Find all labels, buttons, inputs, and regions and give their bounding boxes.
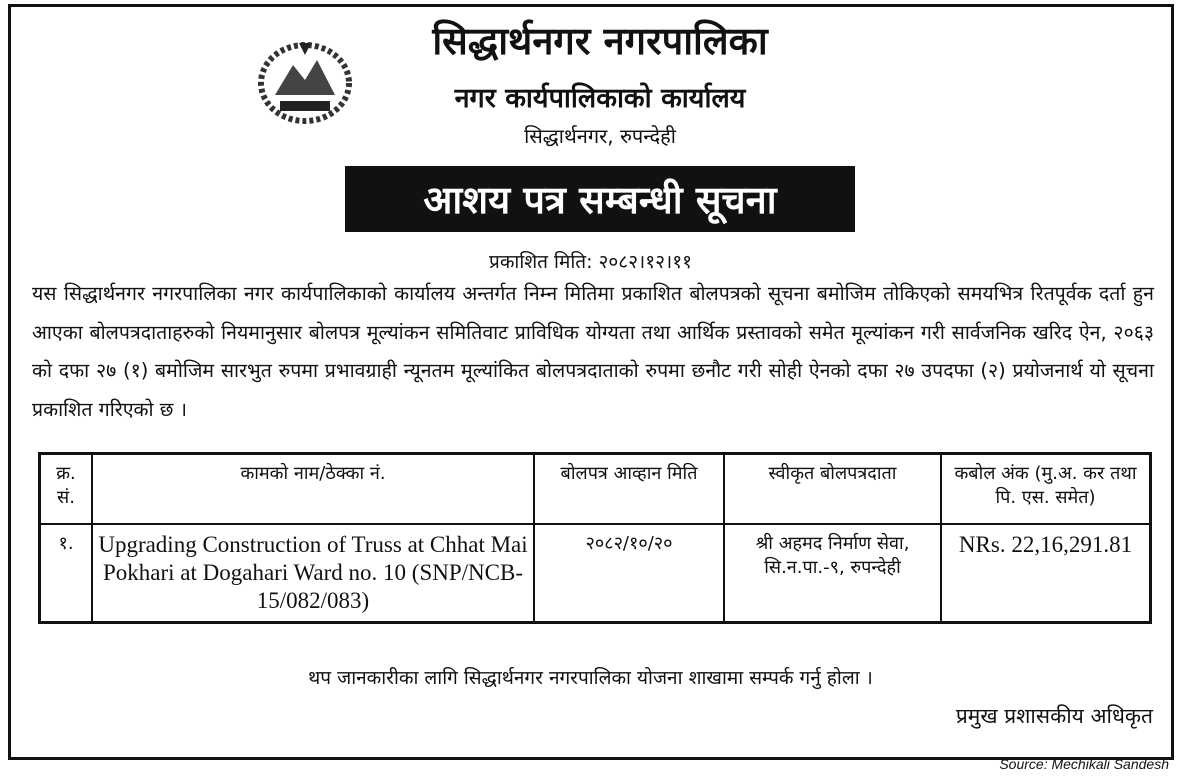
office-subtitle: नगर कार्यपालिकाको कार्यालय — [454, 83, 746, 114]
col-bidder: स्वीकृत बोलपत्रदाता — [724, 454, 941, 525]
cell-sn: १. — [40, 524, 93, 623]
cell-work-name: Upgrading Construction of Truss at Chhat Mai Pokhari at Dogahari Ward no. 10 (SNP/NCB-15/082/083) — [92, 524, 534, 623]
notice-title: आशय पत्र सम्बन्धी सूचना — [345, 166, 855, 232]
table-header-row — [40, 454, 1151, 525]
office-location: सिद्धार्थनगर, रुपन्देही — [524, 124, 676, 148]
col-amount: कबोल अंक (मु.अ. कर तथा पि. एस. समेत) — [941, 454, 1151, 525]
source-credit: Source: Mechikali Sandesh — [999, 756, 1169, 772]
cell-invite-date: २०८२/१०/२० — [534, 524, 724, 623]
cell-bidder: श्री अहमद निर्माण सेवा, सि.न.पा.-९, रुपन्देही — [724, 524, 941, 623]
signatory: प्रमुख प्रशासकीय अधिकृत — [955, 704, 1153, 728]
col-sn: क्र. सं. — [40, 454, 93, 525]
table-row — [40, 524, 1151, 623]
bid-table — [38, 452, 1152, 624]
contact-note: थप जानकारीका लागि सिद्धार्थनगर नगरपालिका योजना शाखामा सम्पर्क गर्नु होला । — [308, 667, 873, 689]
col-invite-date: बोलपत्र आव्हान मिति — [534, 454, 724, 525]
municipality-title: सिद्धार्थनगर नगरपालिका — [432, 19, 768, 63]
cell-amount: NRs. 22,16,291.81 — [941, 524, 1151, 623]
notice-body: यस सिद्धार्थनगर नगरपालिका नगर कार्यपालिकाको कार्यालय अन्तर्गत निम्न मितिमा प्रकाशित बोलपत्रको सूचना बमोजिम तोकिएको समयभित्र रितपूर्वक दर्ता हुन आएका बोलपत्रदाताहरुको नियमानुसार बोलपत्र मूल्यांकन समितिवाट प्राविधिक योग्यता तथा आर्थिक प्रस्तावको समेत मूल्यांकन गरी सार्वजनिक खरिद ऐन, २०६३ को दफा २७ (१) बमोजिम सारभुत रुपमा प्रभावग्राही न्यूनतम मूल्यांकित बोलपत्रदाताको रुपमा छनौट गरी सोही ऐनको दफा २७ उपदफा (२) प्रयोजनार्थ यो सूचना प्रकाशित गरिएको छ । — [32, 282, 1154, 421]
col-work-name: कामको नाम/ठेक्का नं. — [92, 454, 534, 525]
published-date: प्रकाशित मिति: २०८२।१२।११ — [489, 251, 692, 273]
